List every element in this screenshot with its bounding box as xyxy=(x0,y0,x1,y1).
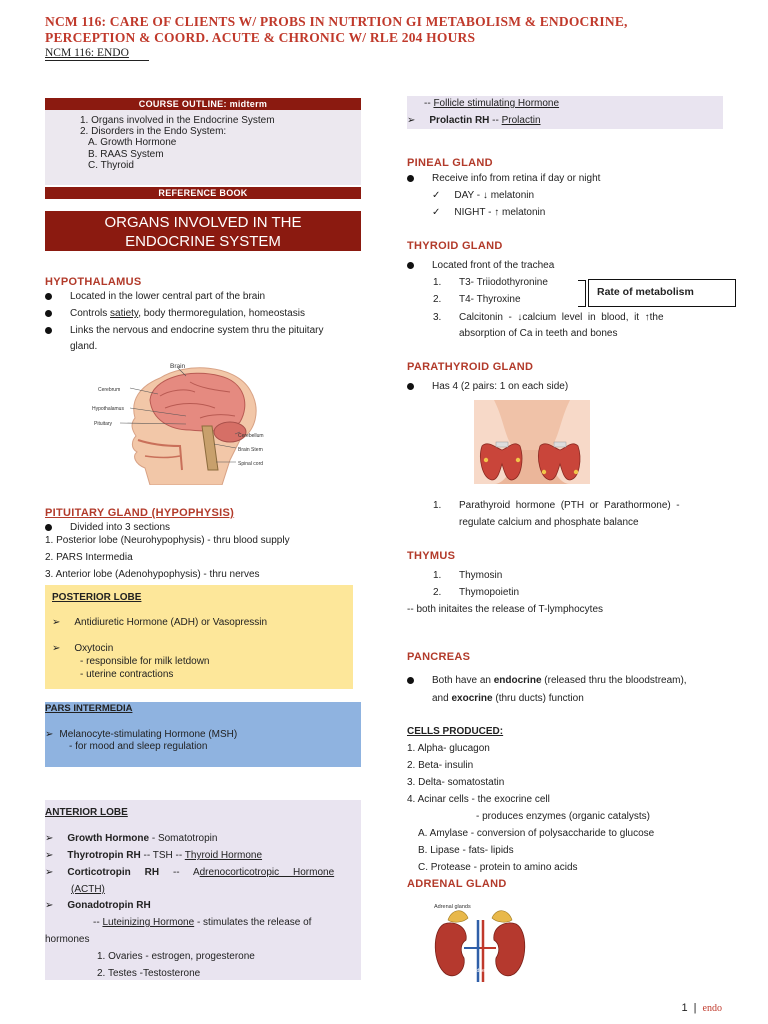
course-outline-title: COURSE OUTLINE: midterm xyxy=(45,98,361,110)
checkmark-icon: ✓ xyxy=(432,207,441,218)
cells-enzyme-a: A. Amylase - conversion of polysaccharide to glucose xyxy=(418,828,655,839)
footer-separator: | xyxy=(693,1002,697,1014)
thymus-note: -- both initaites the release of T-lymphocytes xyxy=(407,604,604,615)
pituitary-title: PITUITARY GLAND (HYPOPHYSIS) xyxy=(45,507,235,519)
arrow-bullet-icon: ➢ xyxy=(52,643,61,654)
reference-book-title: REFERENCE BOOK xyxy=(45,187,361,199)
pituitary-list-3: 3. Anterior lobe (Adenohypophysis) - thru nerves xyxy=(45,569,260,580)
rate-of-metabolism-box: Rate of metabolism xyxy=(588,279,736,307)
parathyroid-n1: 1. xyxy=(433,500,442,511)
thyroid-n1: 1. xyxy=(433,277,442,288)
pituitary-list-2: 2. PARS Intermedia xyxy=(45,552,133,563)
pineal-title: PINEAL GLAND xyxy=(407,157,493,169)
hypothalamus-label: Hypothalamus xyxy=(92,406,124,412)
banner-line1: ORGANS INVOLVED IN THE xyxy=(104,214,302,231)
prolactin-item: ➢ Prolactin RH -- Prolactin xyxy=(407,115,541,126)
thyroid-n2: 2. xyxy=(433,294,442,305)
anterior-continued-box xyxy=(407,96,723,129)
checkmark-icon: ✓ xyxy=(432,190,441,201)
thyroid-calcitonin-cont: absorption of Ca in teeth and bones xyxy=(459,328,618,339)
anterior-item-lh-cont: hormones xyxy=(45,934,90,945)
pancreas-bullet-1-cont: and exocrine (thru ducts) function xyxy=(432,693,584,704)
brain-label: Brain xyxy=(170,363,186,370)
anterior-item-gnrh: ➢ Gonadotropin RH xyxy=(45,900,151,911)
anterior-item-crh: ➢ Corticotropin RH -- Adrenocorticotropic Hormone xyxy=(45,867,335,878)
brainstem-label: Brain Stem xyxy=(238,447,263,453)
anterior-lobe-box xyxy=(45,800,361,980)
thymus-n1: 1. xyxy=(433,570,442,581)
spinalcord-label: Spinal cord xyxy=(238,461,264,467)
pancreas-bullet-1: Both have an endocrine (released thru the bloodstream), xyxy=(407,674,687,687)
posterior-item-2: ➢ Oxytocin xyxy=(52,643,114,654)
outline-item-1: 1. Organs involved in the Endocrine System xyxy=(80,115,275,126)
parathyroid-item-1-cont: regulate calcium and phosphate balance xyxy=(459,517,639,528)
brain-anatomy-figure xyxy=(90,360,300,485)
pars-intermedia-box xyxy=(45,702,361,767)
page-number: 1 xyxy=(681,1002,688,1014)
cells-item-3: 3. Delta- somatostatin xyxy=(407,777,505,788)
pancreas-title: PANCREAS xyxy=(407,651,471,663)
banner-line2: ENDOCRINE SYSTEM xyxy=(125,233,281,250)
arrow-bullet-icon: ➢ xyxy=(52,617,61,628)
anterior-item-lh: -- Luteinizing Hormone - stimulates the release of xyxy=(93,917,312,928)
thyroid-bullet-1: Located front of the trachea xyxy=(407,259,554,272)
thyroid-calcitonin: Calcitonin - ↓calcium level in blood, it ↑the xyxy=(459,312,664,323)
parathyroid-figure xyxy=(474,400,590,484)
bullet-icon xyxy=(407,677,414,684)
thymus-title: THYMUS xyxy=(407,550,456,562)
anterior-item-testes: 2. Testes -Testosterone xyxy=(97,968,201,979)
adrenal-title: ADRENAL GLAND xyxy=(407,878,507,890)
document-subheader: NCM 116: ENDO xyxy=(45,47,129,59)
document-header-line1: NCM 116: CARE OF CLIENTS W/ PROBS IN NUTRTION GI METABOLISM & ENDOCRINE, xyxy=(45,14,628,29)
outline-item-2a: A. Growth Hormone xyxy=(88,137,177,148)
parathyroid-bullet-1: Has 4 (2 pairs: 1 on each side) xyxy=(407,380,568,393)
thyroid-t4: T4- Thyroxine xyxy=(459,294,521,305)
cerebrum-label: Cerebrum xyxy=(98,387,121,393)
anterior-item-ovaries: 1. Ovaries - estrogen, progesterone xyxy=(97,951,255,962)
arrow-bullet-icon: ➢ xyxy=(45,833,54,844)
footer-label: endo xyxy=(702,1003,722,1014)
pars-intermedia-title: PARS INTERMEDIA xyxy=(45,703,133,714)
cells-item-2: 2. Beta- insulin xyxy=(407,760,474,771)
thyroid-n3: 3. xyxy=(433,312,442,323)
thymus-n2: 2. xyxy=(433,587,442,598)
cells-item-4a: - produces enzymes (organic catalysts) xyxy=(476,811,650,822)
pineal-check-1: ✓ DAY - ↓ melatonin xyxy=(432,190,535,201)
arrow-bullet-icon: ➢ xyxy=(45,729,54,740)
anterior-item-trh: ➢ Thyrotropin RH -- TSH -- Thyroid Hormone xyxy=(45,850,263,861)
cells-item-1: 1. Alpha- glucagon xyxy=(407,743,490,754)
adrenal-figure xyxy=(430,900,530,982)
hypothalamus-bullet-1: Located in the lower central part of the brain xyxy=(45,290,265,303)
thyroid-bracket xyxy=(578,280,586,307)
bullet-icon xyxy=(45,293,52,300)
thymus-item-1: Thymosin xyxy=(459,570,503,581)
page-footer xyxy=(681,1002,722,1014)
anterior-item-gh: ➢ Growth Hormone - Somatotropin xyxy=(45,833,218,844)
outline-item-2: 2. Disorders in the Endo System: xyxy=(80,126,227,137)
pars-item-1a: - for mood and sleep regulation xyxy=(69,741,208,752)
thyroid-t3: T3- Triiodothyronine xyxy=(459,277,548,288)
posterior-lobe-box xyxy=(45,585,353,689)
arrow-bullet-icon: ➢ xyxy=(407,115,416,126)
hypothalamus-bullet-3-cont: gland. xyxy=(70,341,98,352)
section-banner xyxy=(45,211,361,251)
arrow-bullet-icon: ➢ xyxy=(45,900,54,911)
posterior-lobe-title: POSTERIOR LOBE xyxy=(52,592,142,603)
cerebellum-label: Cerebellum xyxy=(238,433,264,439)
parathyroid-item-1: Parathyroid hormone (PTH or Parathormone) - xyxy=(459,500,680,511)
document-header-line2: PERCEPTION & COORD. ACUTE & CHRONIC W/ RLE 204 HOURS xyxy=(45,30,476,45)
hypothalamus-bullet-3: Links the nervous and endocrine system thru the pituitary xyxy=(45,324,323,337)
arrow-bullet-icon: ➢ xyxy=(45,850,54,861)
posterior-item-2b: - uterine contractions xyxy=(80,669,174,680)
bullet-icon xyxy=(407,175,414,182)
hypothalamus-bullet-2: Controls satiety, body thermoregulation, homeostasis xyxy=(45,307,305,320)
pituitary-label: Pituitary xyxy=(94,421,113,427)
cells-enzyme-c: C. Protease - protein to amino acids xyxy=(418,862,578,873)
cells-enzyme-b: B. Lipase - fats- lipids xyxy=(418,845,514,856)
arrow-bullet-icon: ➢ xyxy=(45,867,54,878)
subheader-rule xyxy=(45,60,149,61)
outline-item-2c: C. Thyroid xyxy=(88,160,134,171)
anterior-item-crh-cont: (ACTH) xyxy=(71,884,105,895)
anterior-lobe-title: ANTERIOR LOBE xyxy=(45,807,128,818)
outline-item-2b: B. RAAS System xyxy=(88,149,164,160)
thymus-item-2: Thymopoietin xyxy=(459,587,520,598)
thyroid-title: THYROID GLAND xyxy=(407,240,503,252)
bullet-icon xyxy=(45,327,52,334)
pituitary-bullet-1: Divided into 3 sections xyxy=(45,521,170,534)
bullet-icon xyxy=(407,383,414,390)
bullet-icon xyxy=(45,524,52,531)
fsh-item: -- Follicle stimulating Hormone xyxy=(424,98,560,109)
adrenal-glands-label: Adrenal glands xyxy=(434,904,471,910)
course-outline-box xyxy=(45,110,361,185)
pars-item-1: ➢ Melanocyte-stimulating Hormone (MSH) xyxy=(45,729,238,740)
pineal-bullet-1: Receive info from retina if day or night xyxy=(407,172,600,185)
posterior-item-2a: - responsible for milk letdown xyxy=(80,656,210,667)
pineal-check-2: ✓ NIGHT - ↑ melatonin xyxy=(432,207,546,218)
bullet-icon xyxy=(407,262,414,269)
hypothalamus-title: HYPOTHALAMUS xyxy=(45,276,142,288)
posterior-item-1: ➢ Antidiuretic Hormone (ADH) or Vasopressin xyxy=(52,617,268,628)
bullet-icon xyxy=(45,310,52,317)
kidneys-label: Kidneys xyxy=(472,968,490,974)
pituitary-list-1: 1. Posterior lobe (Neurohypophysis) - thru blood supply xyxy=(45,535,290,546)
parathyroid-title: PARATHYROID GLAND xyxy=(407,361,534,373)
cells-produced-title: CELLS PRODUCED: xyxy=(407,726,504,737)
cells-item-4: 4. Acinar cells - the exocrine cell xyxy=(407,794,550,805)
